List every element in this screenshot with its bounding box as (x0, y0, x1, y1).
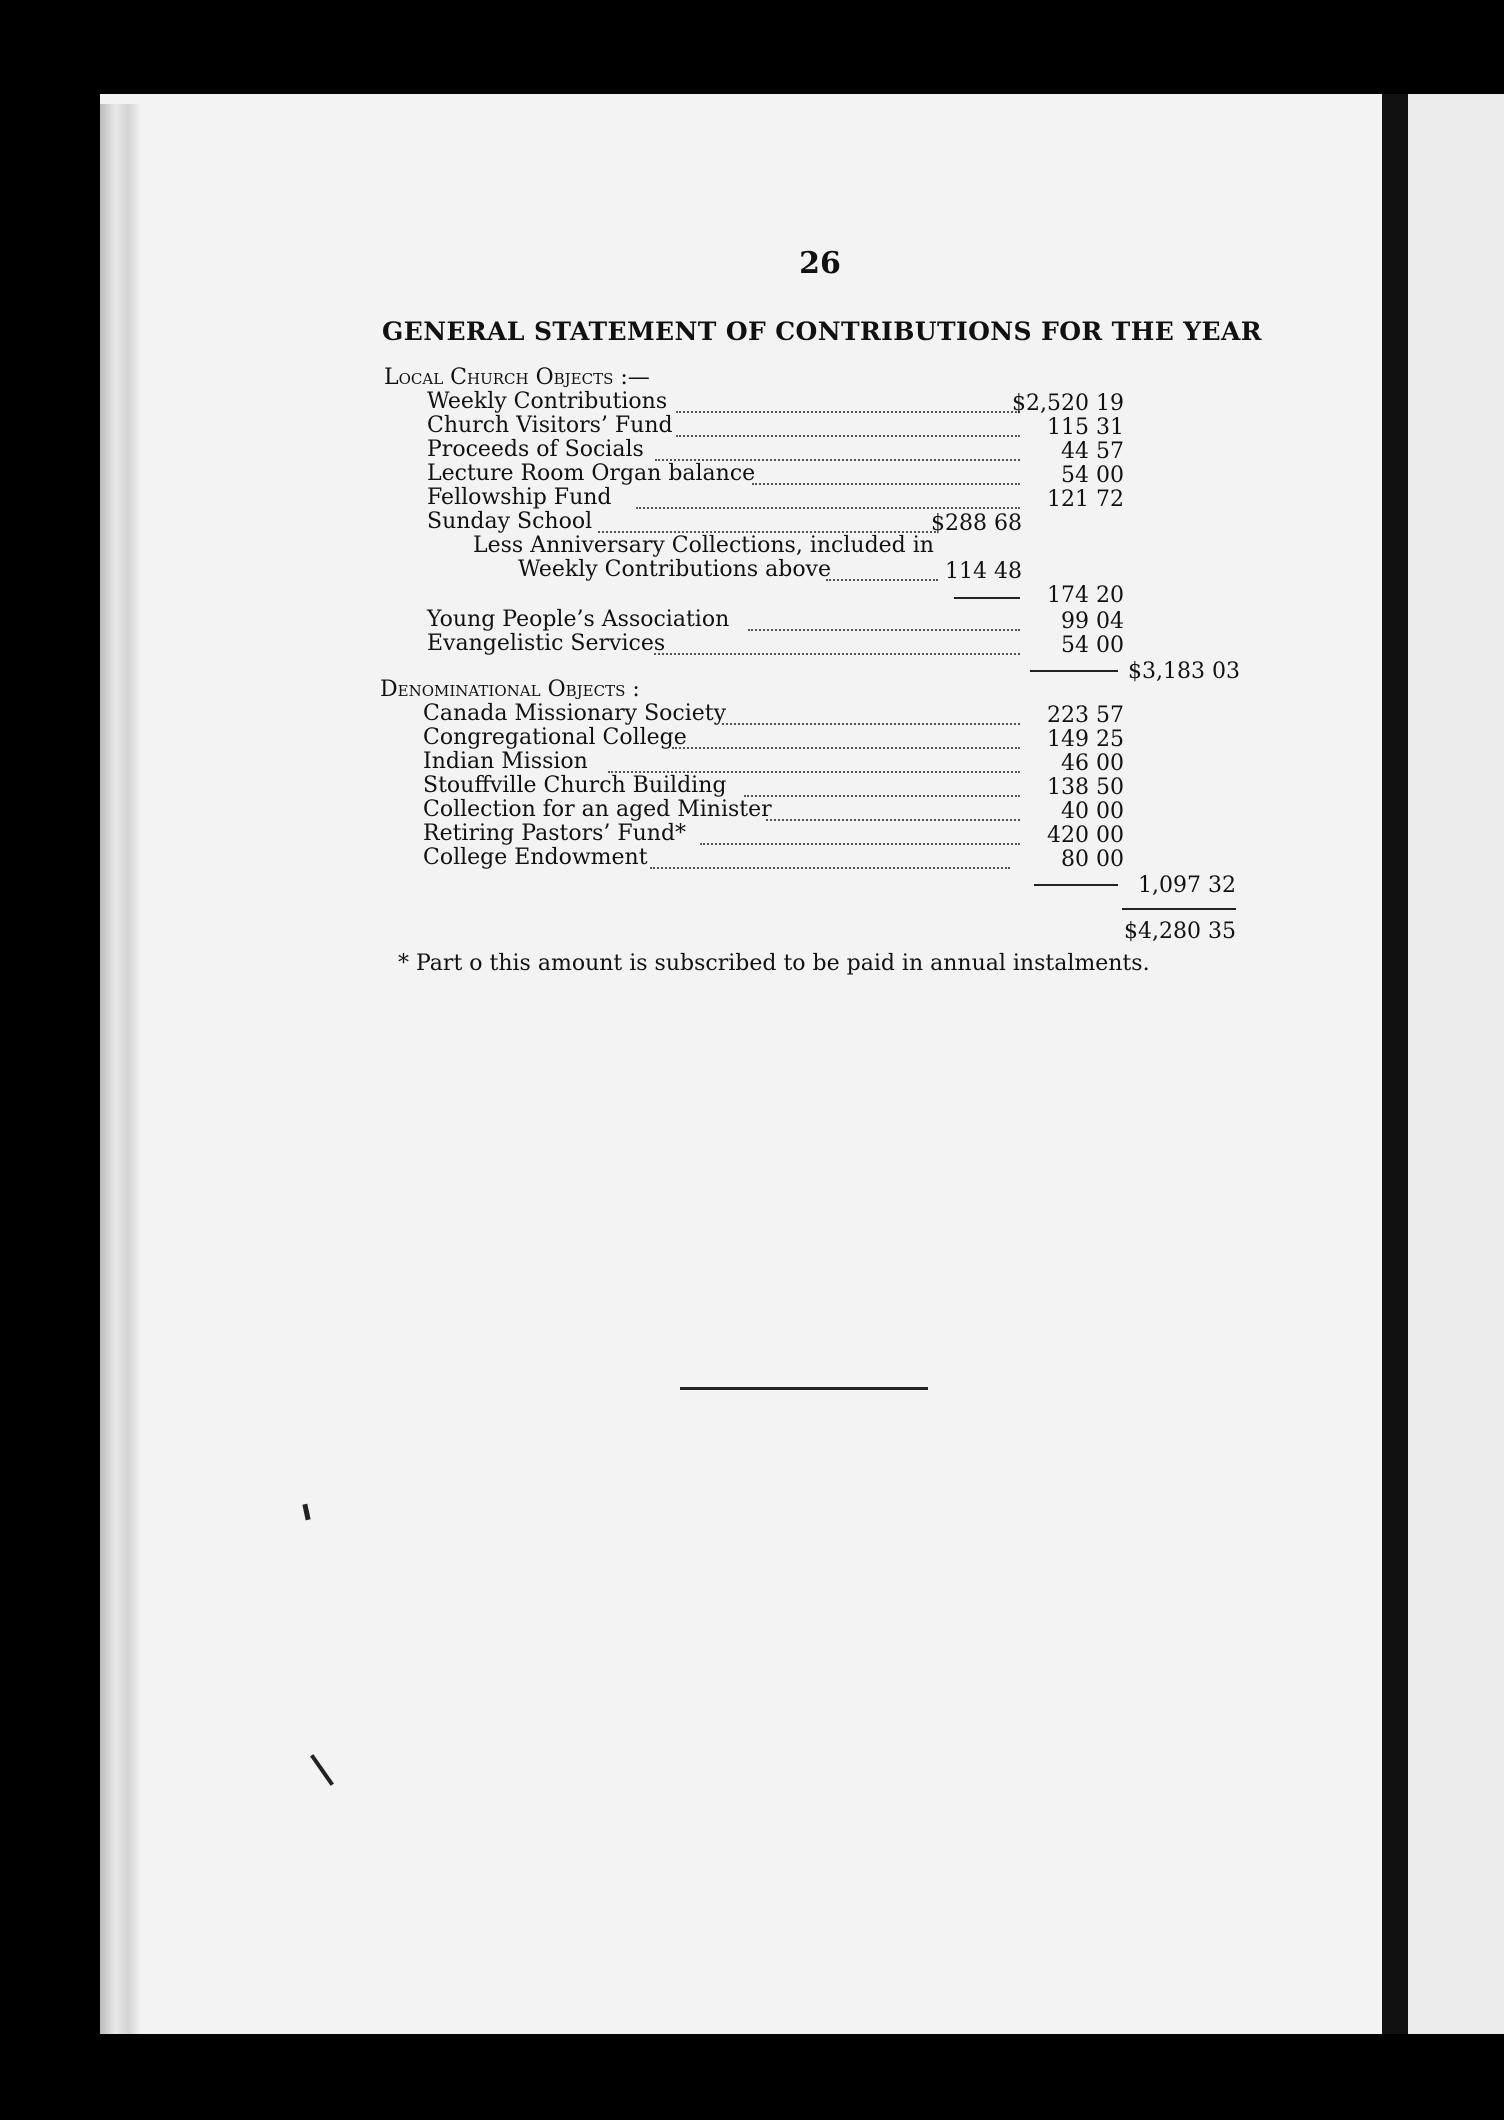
item-amount: 420 00 (1047, 823, 1124, 848)
leader-dots (722, 722, 1020, 725)
subtotal-rule (1030, 670, 1118, 672)
leader-dots (636, 506, 1020, 509)
leader-dots (654, 652, 1020, 655)
sunday-school-net: 174 20 (1047, 583, 1124, 608)
book-binding (1382, 94, 1408, 2034)
item-label: Collection for an aged Minister (423, 797, 772, 822)
page-gutter-edge (100, 104, 140, 2034)
page-number: 26 (799, 246, 841, 281)
item-amount: 115 31 (1047, 415, 1124, 440)
scan-border-top (0, 0, 1504, 94)
item-amount: 138 50 (1047, 775, 1124, 800)
item-label: Retiring Pastors’ Fund* (423, 821, 687, 846)
leader-dots (672, 746, 1020, 749)
denominational-subtotal: 1,097 32 (1138, 873, 1236, 898)
item-label: Weekly Contributions above (518, 557, 832, 582)
item-amount: 54 00 (1061, 633, 1124, 658)
leader-dots (650, 866, 1010, 869)
item-amount: 223 57 (1047, 703, 1124, 728)
less-note-line-1: Less Anniversary Collections, included in (473, 533, 934, 558)
item-amount: 99 04 (1061, 609, 1124, 634)
item-amount: 121 72 (1047, 487, 1124, 512)
leader-dots (676, 434, 1020, 437)
grand-total: $4,280 35 (1124, 919, 1236, 944)
item-label: Proceeds of Socials (427, 437, 644, 462)
item-amount: $2,520 19 (1012, 391, 1124, 416)
item-amount: $288 68 (931, 511, 1022, 536)
item-label: Canada Missionary Society (423, 701, 727, 726)
footnote: * Part o this amount is subscribed to be paid in annual instalments. (398, 951, 1150, 976)
item-amount: 54 00 (1061, 463, 1124, 488)
total-rule (1122, 908, 1236, 910)
item-amount: 149 25 (1047, 727, 1124, 752)
item-label: Indian Mission (423, 749, 588, 774)
scan-border-bottom (0, 2034, 1504, 2120)
closing-rule (680, 1387, 928, 1390)
item-amount: 80 00 (1061, 847, 1124, 872)
item-label: Congregational College (423, 725, 687, 750)
item-label: Weekly Contributions (427, 389, 668, 414)
item-amount: 44 57 (1061, 439, 1124, 464)
leader-dots (700, 842, 1020, 845)
item-label: Stouffville Church Building (423, 773, 727, 798)
leader-dots (748, 628, 1020, 631)
item-amount: 46 00 (1061, 751, 1124, 776)
leader-dots (676, 410, 1020, 413)
subtotal-rule (1034, 884, 1118, 886)
item-label: College Endowment (423, 845, 648, 870)
leader-dots (766, 818, 1020, 821)
section-title-denominational: Denominational Objects : (380, 677, 640, 702)
item-label: Church Visitors’ Fund (427, 413, 673, 438)
item-label: Evangelistic Services (427, 631, 666, 656)
item-label: Lecture Room Organ balance (427, 461, 756, 486)
leader-dots (752, 482, 1020, 485)
adjacent-page-edge (1408, 94, 1504, 2034)
item-amount: 40 00 (1061, 799, 1124, 824)
section-title-local: Local Church Objects :— (384, 365, 650, 390)
local-subtotal: $3,183 03 (1128, 659, 1240, 684)
page-heading: GENERAL STATEMENT OF CONTRIBUTIONS FOR THE YEAR (382, 317, 1262, 346)
item-label: Fellowship Fund (427, 485, 612, 510)
item-label: Sunday School (427, 509, 593, 534)
item-amount: 114 48 (945, 559, 1022, 584)
item-label: Young People’s Association (427, 607, 730, 632)
leader-dots (744, 794, 1020, 797)
book-page (100, 94, 1390, 2034)
